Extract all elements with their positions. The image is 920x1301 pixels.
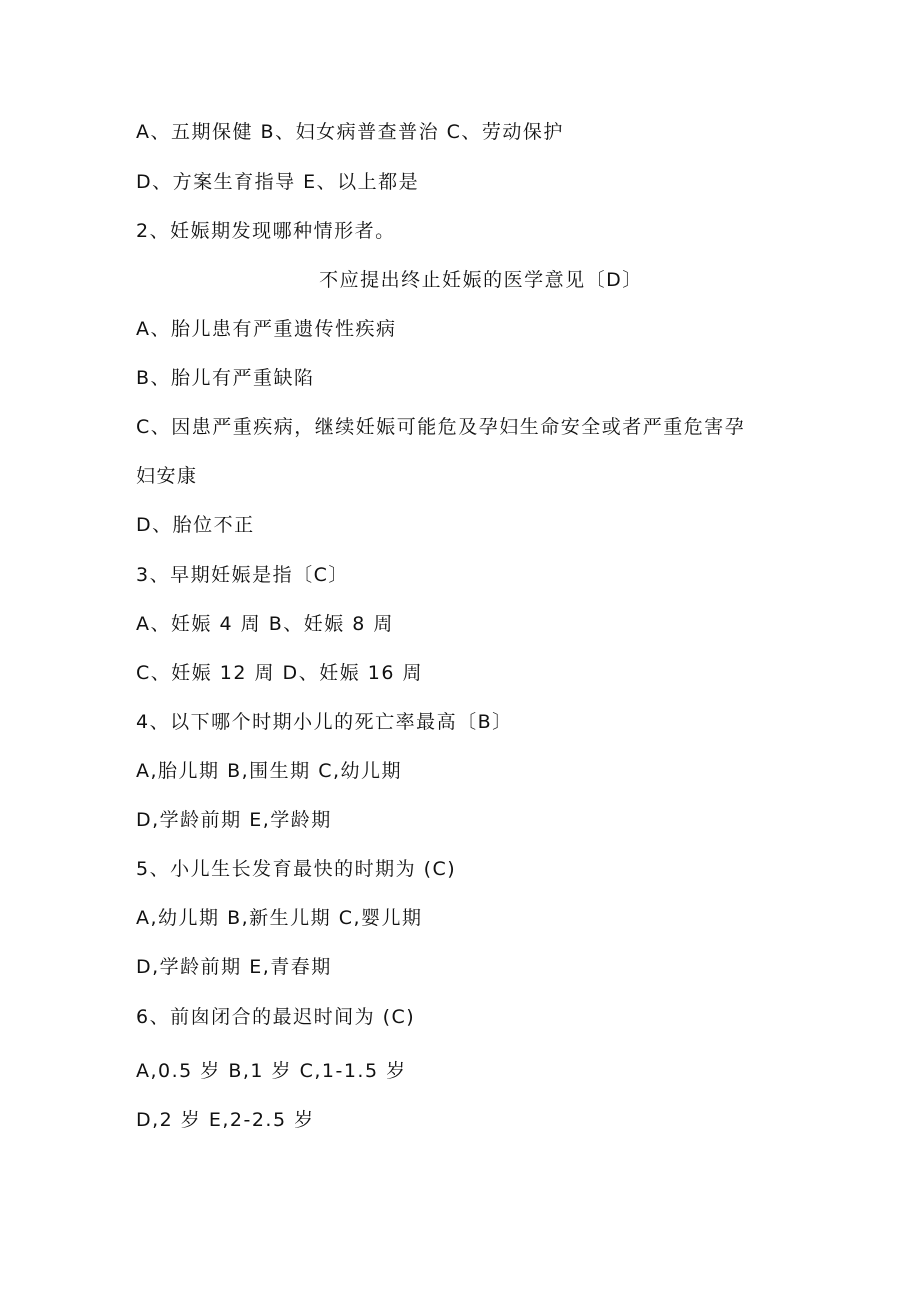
q1-options-de: D、方案生育指导 E、以上都是 xyxy=(136,171,420,193)
q2-option-c-continued: 妇安康 xyxy=(136,465,198,487)
q3-options-cd: C、妊娠 12 周 D、妊娠 16 周 xyxy=(136,662,423,684)
q5-options-abc: A,幼儿期 B,新生儿期 C,婴儿期 xyxy=(136,907,423,929)
q5-stem: 5、小儿生长发育最快的时期为 (C) xyxy=(136,858,457,880)
q2-option-d: D、胎位不正 xyxy=(136,514,255,536)
q4-options-abc: A,胎儿期 B,围生期 C,幼儿期 xyxy=(136,760,402,782)
q4-options-de: D,学龄前期 E,学龄期 xyxy=(136,809,332,831)
q2-stem-continued: 不应提出终止妊娠的医学意见〔D〕 xyxy=(319,269,643,291)
q3-stem: 3、早期妊娠是指〔C〕 xyxy=(136,564,349,586)
q6-stem: 6、前囱闭合的最迟时间为 (C) xyxy=(136,1006,416,1028)
q2-option-c: C、因患严重疾病，继续妊娠可能危及孕妇生命安全或者严重危害孕 xyxy=(136,416,746,438)
q1-options-abc: A、五期保健 B、妇女病普查普治 C、劳动保护 xyxy=(136,121,564,143)
q2-stem: 2、妊娠期发现哪种情形者。 xyxy=(136,220,396,242)
q2-option-b: B、胎儿有严重缺陷 xyxy=(136,367,315,389)
q5-options-de: D,学龄前期 E,青春期 xyxy=(136,956,332,978)
q3-options-ab: A、妊娠 4 周 B、妊娠 8 周 xyxy=(136,613,394,635)
q6-options-abc: A,0.5 岁 B,1 岁 C,1-1.5 岁 xyxy=(136,1060,407,1082)
q2-option-a: A、胎儿患有严重遗传性疾病 xyxy=(136,318,397,340)
q6-options-de: D,2 岁 E,2-2.5 岁 xyxy=(136,1109,315,1131)
q4-stem: 4、以下哪个时期小儿的死亡率最高〔B〕 xyxy=(136,711,513,733)
